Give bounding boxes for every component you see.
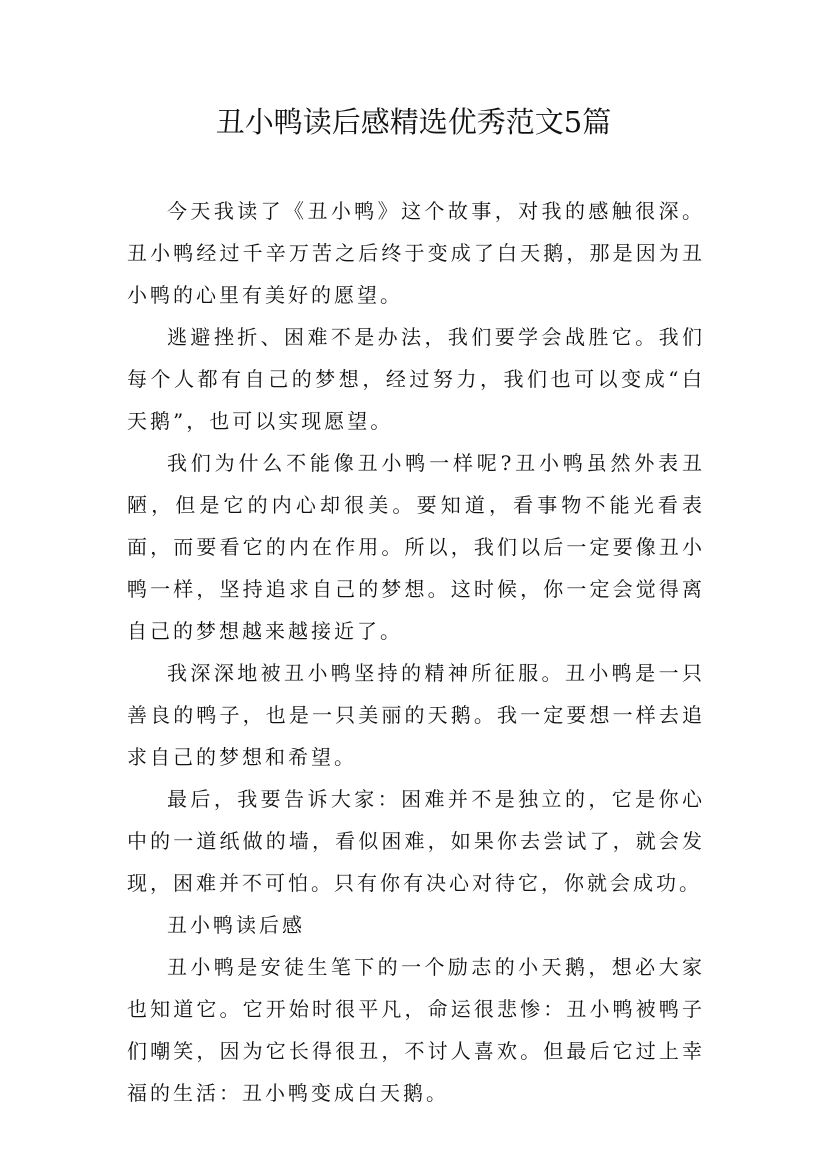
paragraph-4: 我深深地被丑小鸭坚持的精神所征服。丑小鸭是一只善良的鸭子，也是一只美丽的天鹅。我一定要想一样去追求自己的梦想和希望。 <box>127 661 705 769</box>
paragraph-2: 逃避挫折、困难不是办法，我们要学会战胜它。我们每个人都有自己的梦想，经过努力，我们也可以变成“白天鹅”，也可以实现愿望。 <box>127 325 705 433</box>
paragraph-3: 我们为什么不能像丑小鸭一样呢?丑小鸭虽然外表丑陋，但是它的内心却很美。要知道，看事物不能光看表面，而要看它的内在作用。所以，我们以后一定要像丑小鸭一样，坚持追求自己的梦想。这时候，你一定会觉得离自己的梦想越来越接近了。 <box>127 451 705 643</box>
section-heading: 丑小鸭读后感 <box>167 913 305 937</box>
paragraph-1: 今天我读了《丑小鸭》这个故事，对我的感触很深。丑小鸭经过千辛万苦之后终于变成了白天鹅，那是因为丑小鸭的心里有美好的愿望。 <box>127 199 705 307</box>
paragraph-5: 最后，我要告诉大家：困难并不是独立的，它是你心中的一道纸做的墙，看似困难，如果你去尝试了，就会发现，困难并不可怕。只有你有决心对待它，你就会成功。 <box>127 787 705 895</box>
document-body <box>127 190 705 1114</box>
paragraph-6: 丑小鸭是安徒生笔下的一个励志的小天鹅，想必大家也知道它。它开始时很平凡，命运很悲惨：丑小鸭被鸭子们嘲笑，因为它长得很丑，不讨人喜欢。但最后它过上幸福的生活：丑小鸭变成白天鹅。 <box>127 955 705 1105</box>
document-title: 丑小鸭读后感精选优秀范文5篇 <box>215 105 612 139</box>
